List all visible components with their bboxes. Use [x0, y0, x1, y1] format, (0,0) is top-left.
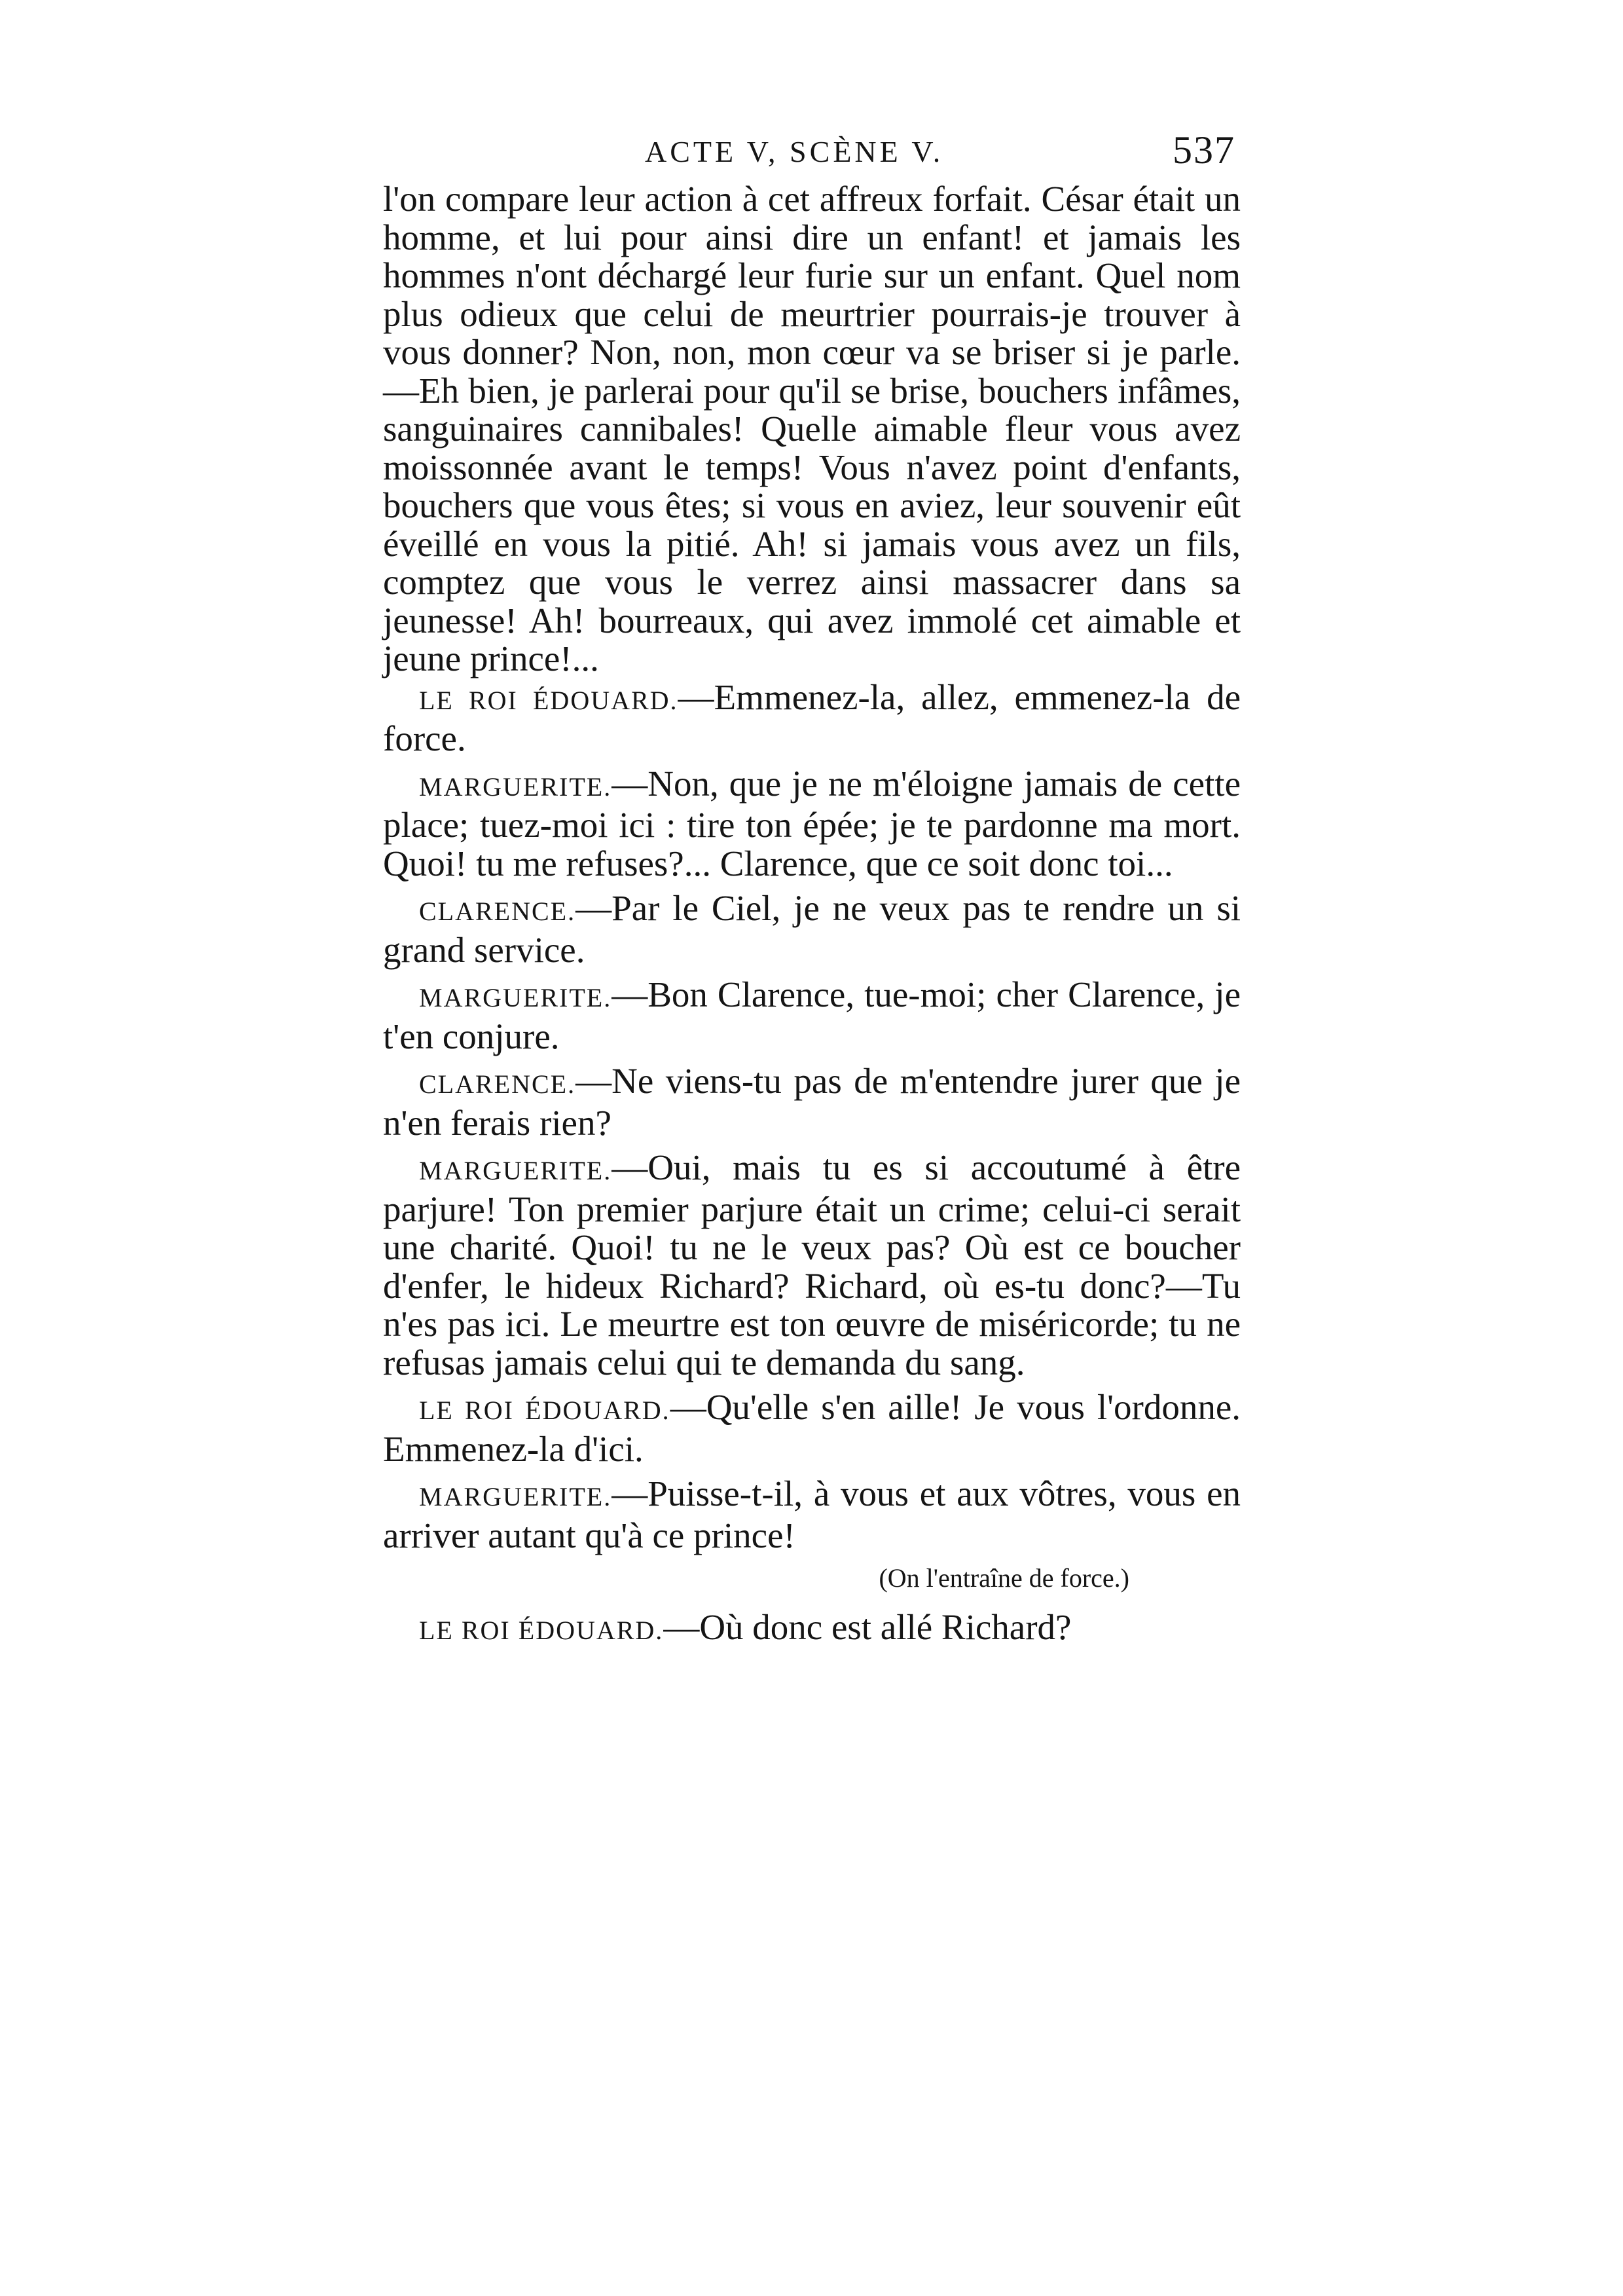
speech-text: —Bon Clarence, tue-moi; cher Clarence, je t'en conjure.: [383, 974, 1241, 1056]
speech-marguerite-1: [383, 765, 1241, 883]
speech-text: —Oui, mais tu es si accoutumé à être parjure! Ton premier parjure était un crime; celui-ci serait une charité. Quoi! tu ne le veux pas? Où est ce boucher d'enfer, le hideux Richard? Richard, où es-tu donc?—Tu n'es pas ici. Le meurtre est ton œuvre de miséricorde; tu ne refusas jamais celui qui te demanda du sang.: [383, 1147, 1241, 1382]
speech-clarence-2: [383, 1062, 1241, 1142]
page-number: 537: [1173, 128, 1235, 172]
speech-text: —Puisse-t-il, à vous et aux vôtres, vous en arriver autant qu'à ce prince!: [383, 1473, 1241, 1555]
body-text: [383, 180, 1241, 1650]
speaker-name: LE ROI ÉDOUARD.: [419, 1616, 664, 1645]
speaker-name: MARGUERITE.: [419, 1482, 612, 1511]
speech-text: —Par le Ciel, je ne veux pas te rendre un si grand service.: [383, 888, 1241, 970]
continuation-paragraph: l'on compare leur action à cet affreux forfait. César était un homme, et lui pour ainsi dire un enfant! et jamais les hommes n'ont déchargé leur furie sur un enfant. Quel nom plus odieux que celui de meurtrier pourrais-je trouver à vous donner? Non, non, mon cœur va se briser si je parle.—Eh bien, je parlerai pour qu'il se brise, bouchers infâmes, sanguinaires cannibales! Quelle aimable fleur vous avez moissonnée avant le temps! Vous n'avez point d'enfants, bouchers que vous êtes; si vous en aviez, leur souvenir eût éveillé en vous la pitié. Ah! si jamais vous avez un fils, comptez que vous le verrez ainsi massacrer dans sa jeunesse! Ah! bourreaux, qui avez immolé cet aimable et jeune prince!...: [383, 179, 1241, 678]
speaker-name: CLARENCE.: [419, 897, 576, 926]
speaker-name: MARGUERITE.: [419, 771, 612, 802]
speech-marguerite-2: [383, 976, 1241, 1056]
speech-text: —Non, que je ne m'éloigne jamais de cette place; tuez-moi ici : tire ton épée; je te pardonne ma mort. Quoi! tu me refuses?... Clarence, que ce soit donc toi...: [383, 763, 1241, 883]
speech-edouard-2: [383, 1388, 1241, 1468]
speaker-name: CLARENCE.: [419, 1069, 576, 1099]
speech-text: —Qu'elle s'en aille! Je vous l'ordonne. Emmenez-la d'ici.: [383, 1387, 1241, 1469]
speech-text: —Où donc est allé Richard?: [663, 1607, 1072, 1647]
book-page: [383, 128, 1241, 1657]
speaker-name: MARGUERITE.: [419, 1156, 612, 1185]
speech-edouard-final: [383, 1608, 1241, 1650]
running-head: [383, 128, 1241, 180]
speaker-name: LE ROI ÉDOUARD.: [419, 685, 678, 715]
speaker-name: MARGUERITE.: [419, 983, 612, 1012]
running-head-title: ACTE V, SCÈNE V.: [645, 135, 944, 168]
speech-text: —Ne viens-tu pas de m'entendre jurer que je n'en ferais rien?: [383, 1061, 1241, 1143]
stage-direction: (On l'entraîne de force.): [879, 1563, 1129, 1593]
speech-clarence-1: [383, 889, 1241, 969]
speaker-name: LE ROI ÉDOUARD.: [419, 1396, 670, 1425]
speech-text: —Emmenez-la, allez, emmenez-la de force.: [383, 676, 1241, 758]
speech-marguerite-3: [383, 1149, 1241, 1382]
speech-edouard-1: [383, 678, 1241, 758]
speech-marguerite-4: [383, 1475, 1241, 1555]
